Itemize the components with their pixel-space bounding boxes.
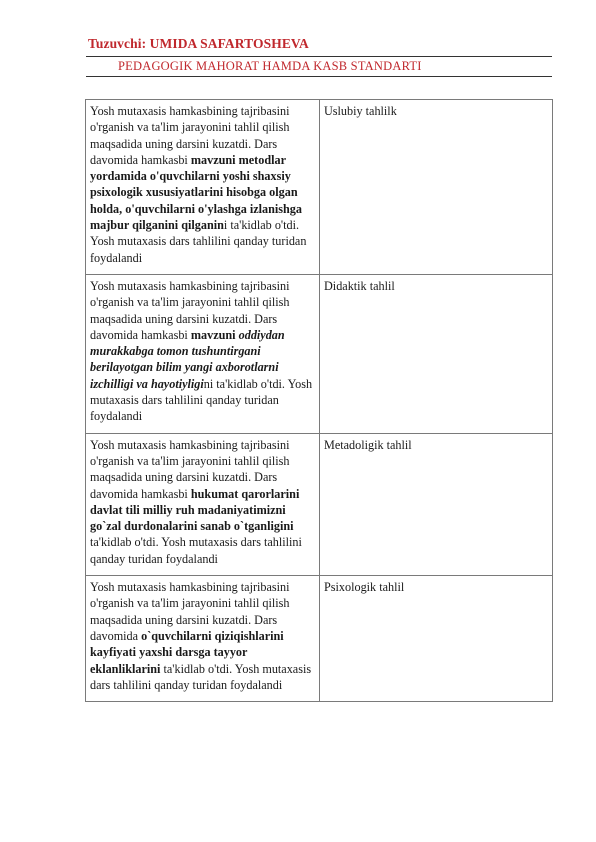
header-rule-bottom	[86, 76, 552, 77]
row-analysis-type: Uslubiy tahlilk	[320, 100, 553, 275]
text-run: Yosh mutaxasis hamkasbining tajribasini o'rganish va ta'lim jarayonini tahlil qilish maqsadida uning darsini kuzatdi. Dars davomida hamkasbi	[90, 278, 290, 342]
table-row	[86, 433, 553, 575]
text-run-bold: mavzuni	[190, 327, 239, 342]
row-analysis-type: Metadoligik tahlil	[320, 433, 553, 575]
row-analysis-type: Psixologik tahlil	[320, 576, 553, 702]
row-description	[86, 274, 320, 433]
text-run-bold: hukumat qarorlarini davlat tili milliy ruh madaniyatimizni go`zal durdonalarini sanab o`tganligini	[90, 486, 300, 534]
table-row	[86, 576, 553, 702]
text-run: ta'kidlab o'tdi. Yosh mutaxasis dars tahlilini qanday turidan foydalandi	[90, 535, 302, 566]
row-description	[86, 433, 320, 575]
text-run: Yosh mutaxasis hamkasbining tajribasini o'rganish va ta'lim jarayonini tahlil qilish maqsadida uning darsini kuzatdi. Dars davomida hamkasbi	[90, 104, 290, 167]
text-run-bold-italic: oddiydan murakkabga tomon tushuntirgani berilayotgan bilim yangi axborotlarni izchilligi va hayotiyligi	[90, 327, 285, 391]
text-run-bold: mavzuni metodlar yordamida o'quvchilarni yoshi shaxsiy psixologik xususiyatlarini hisobga olgan holda, o'quvchilarni o'ylashga izlanishga majbur qilganini qilganin	[90, 152, 302, 233]
document-title: PEDAGOGIK MAHORAT HAMDA KASB STANDARTI	[118, 59, 422, 73]
row-analysis-type: Didaktik tahlil	[320, 274, 553, 433]
table-row	[86, 274, 553, 433]
header-rule-top	[86, 56, 552, 57]
table-row	[86, 100, 553, 275]
row-description	[86, 100, 320, 275]
analysis-table	[85, 99, 553, 702]
document-author: Tuzuvchi: UMIDA SAFARTOSHEVA	[88, 36, 309, 51]
row-description	[86, 576, 320, 702]
text-run-bold: o`quvchilarni qiziqishlarini kayfiyati yaxshi darsga tayyor eklanliklarini	[90, 628, 284, 676]
text-run: ni ta'kidlab o'tdi. Yosh mutaxasis dars tahlilini qanday turidan foydalandi	[90, 376, 313, 424]
text-run: ta'kidlab o'tdi. Yosh mutaxasis dars tahlilini qanday turidan foydalandi	[90, 661, 312, 692]
text-run: Yosh mutaxasis hamkasbining tajribasini o'rganish va ta'lim jarayonini tahlil qilish maqsadida uning darsini kuzatdi. Dars davomida hamkasbi	[90, 437, 290, 501]
text-run: Yosh mutaxasis hamkasbining tajribasini o'rganish va ta'lim jarayonini tahlil qilish maqsadida uning darsini kuzatdi. Dars davomida	[90, 580, 290, 643]
text-run: i ta'kidlab o'tdi. Yosh mutaxasis dars tahlilini qanday turidan foydalandi	[90, 218, 307, 265]
